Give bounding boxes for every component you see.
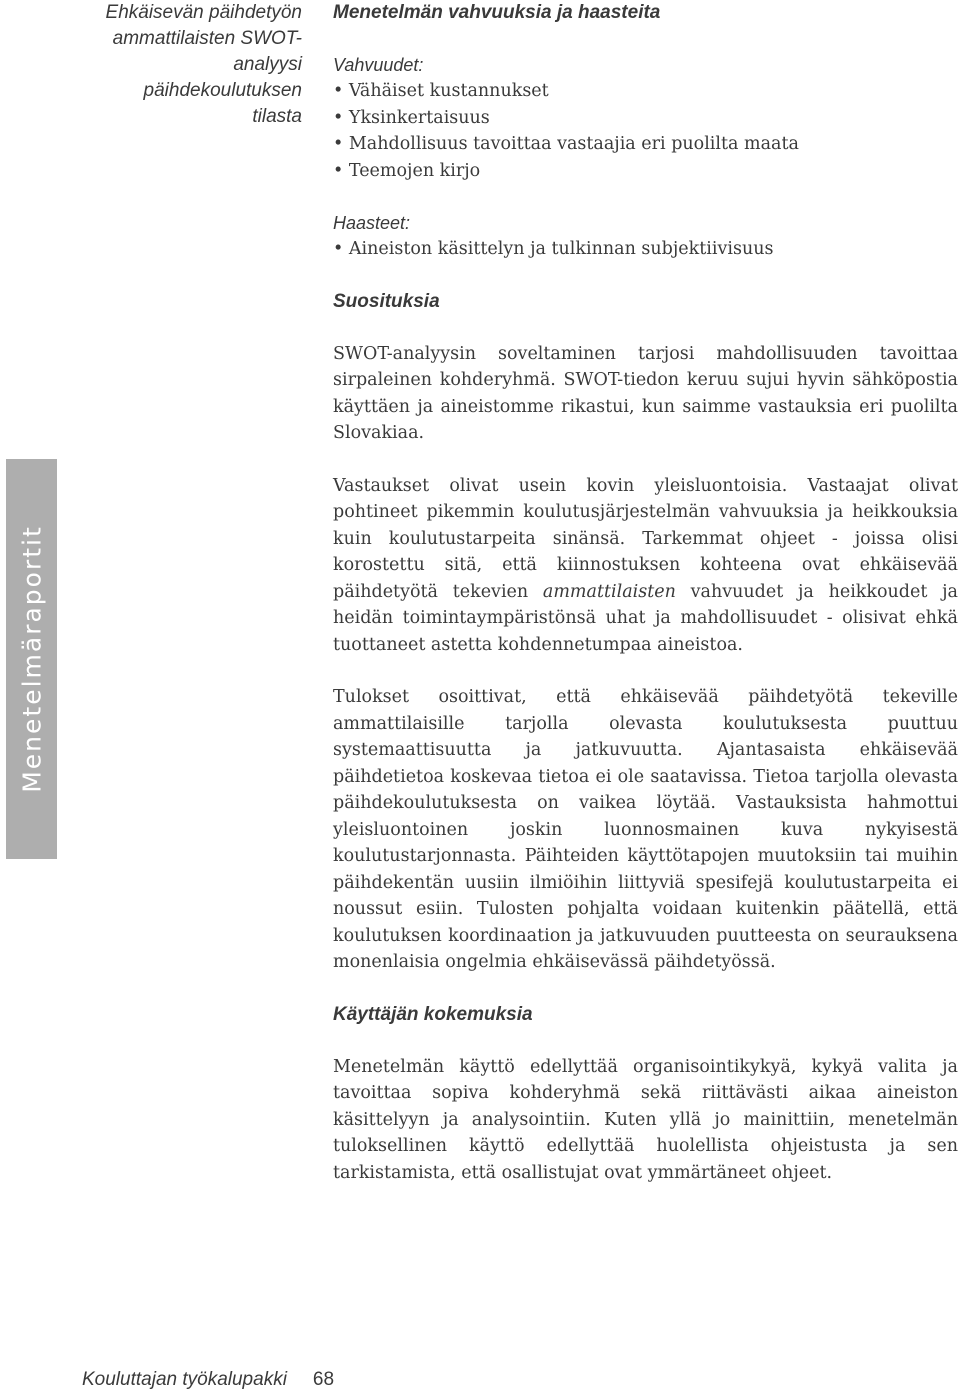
page-footer [82, 1369, 334, 1391]
running-title-line: analyysi [233, 54, 302, 75]
challenges-label: Haasteet: [333, 213, 411, 233]
running-title-line: ammattilaisten SWOT- [112, 28, 302, 49]
paragraph: SWOT-analyysin soveltaminen tarjosi mahdollisuuden tavoittaa sirpaleinen kohderyhmä. SWOT-tiedon keruu sujui hyvin sähköpostia käyttäen ja aineistomme rikastui, kun saimme vastauksia eri puolilta Slovakiaa. [333, 343, 958, 443]
list-item: • Mahdollisuus tavoittaa vastaajia eri puolilta maata [333, 131, 958, 158]
section-tab-label: Menetelmäraportit [17, 525, 46, 793]
strengths-list [333, 78, 958, 184]
section-heading-user-experiences: Käyttäjän kokemuksia [333, 1003, 533, 1025]
running-title [60, 0, 302, 130]
section-tab [6, 459, 57, 859]
emphasis: ammattilaisten [542, 581, 676, 602]
main-content [333, 0, 958, 1186]
list-item: • Teemojen kirjo [333, 158, 958, 185]
paragraph: Vastaukset olivat usein kovin yleisluontoisia. Vastaajat olivat pohtineet pikemmin koulutusjärjestelmän vahvuuksia ja heikkouksia kuin koulutustarpeita sinänsä. Tarkemmat ohjeet - joissa olisi korostettu sitä, että kiinnostuksen kohteena ovat ehkäisevää päihdetyötä tekevien ammattilaisten vahvuudet ja heikkoudet ja heidän toimintaympäristönsä uhat ja mahdollisuudet - olisivat ehkä tuottaneet astetta kohdennetumpaa aineistoa. [333, 475, 958, 655]
running-title-line: Ehkäisevän päihdetyön [105, 2, 302, 23]
running-title-line: tilasta [252, 106, 302, 127]
page-number: 68 [312, 1369, 335, 1390]
list-item: • Yksinkertaisuus [333, 105, 958, 132]
list-item: • Vähäiset kustannukset [333, 78, 958, 105]
section-heading-recommendations: Suosituksia [333, 290, 440, 312]
book-title: Kouluttajan työkalupakki [82, 1369, 287, 1390]
paragraph: Menetelmän käyttö edellyttää organisointikykyä, kykyä valita ja tavoittaa sopiva kohderyhmä sekä riittävästi aikaa aineiston käsittelyyn ja analysointiin. Kuten yllä jo mainittiin, menetelmän tuloksellinen käyttö edellyttää huolellista ohjeistusta ja sen tarkistamista, että osallistujat ovat ymmärtäneet ohjeet. [333, 1056, 958, 1183]
section-heading-strengths-challenges: Menetelmän vahvuuksia ja haasteita [333, 2, 661, 23]
challenges-list [333, 236, 958, 263]
list-item: • Aineiston käsittelyn ja tulkinnan subjektiivisuus [333, 236, 958, 263]
paragraph: Tulokset osoittivat, että ehkäisevää päihdetyötä tekeville ammattilaisille tarjolla olevasta koulutuksesta puuttuu systemaattisuutta ja jatkuvuutta. Ajantasaista ehkäisevää päihdetietoa koskevaa tietoa ei ole saatavissa. Tietoa tarjolla olevasta päihdekoulutuksesta on vaikea löytää. Vastauksista hahmottui yleisluontoinen joskin luonnosmainen kuva nykyisestä koulutustarjonnasta. Päihteiden käyttötapojen muutoksiin tai muihin päihdekentän uusiin ilmiöihin liittyviä spesifejä koulutustarpeita ei noussut esiin. Tulosten pohjalta voidaan kuitenkin päätellä, että koulutuksen koordinaation ja jatkuvuuden puutteesta on seurauksena monenlaisia ongelmia ehkäisevässä päihdetyössä. [333, 687, 958, 972]
running-title-line: päihdekoulutuksen [143, 80, 302, 101]
strengths-label: Vahvuudet: [333, 55, 424, 75]
